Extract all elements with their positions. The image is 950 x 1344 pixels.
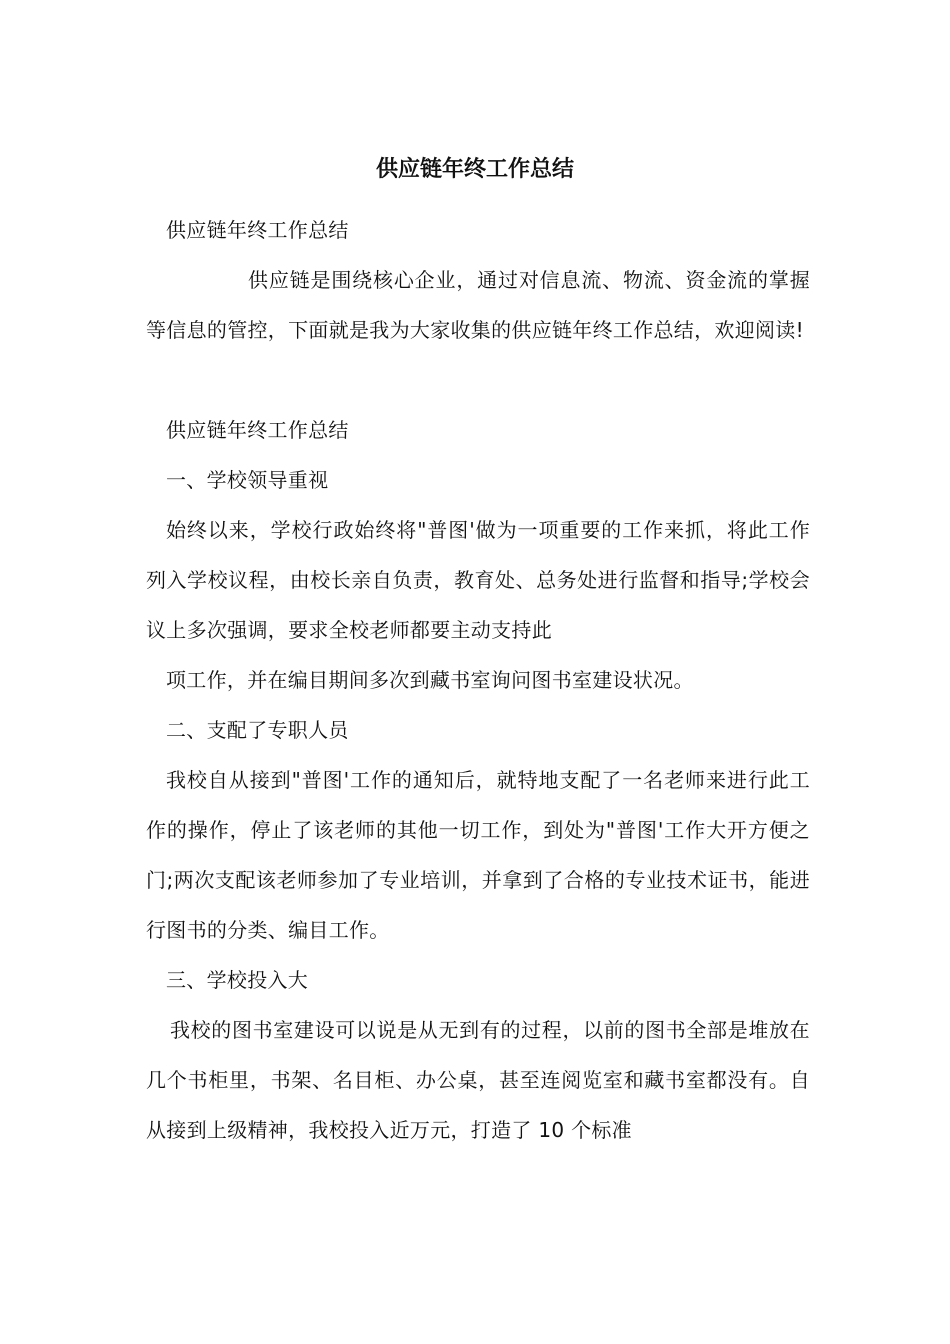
- intro-paragraph: 供应链是围绕核心企业，通过对信息流、物流、资金流的掌握等信息的管控，下面就是我为大家收集的供应链年终工作总结，欢迎阅读!: [146, 268, 810, 342]
- section-1-paragraph-b: 项工作，并在编目期间多次到藏书室询问图书室建设状况。: [166, 668, 694, 692]
- section-1-heading: 一、学校领导重视: [166, 468, 329, 492]
- document-body: [146, 205, 810, 1155]
- section-3-heading: 三、学校投入大: [166, 968, 309, 992]
- subtitle-1: 供应链年终工作总结: [166, 218, 349, 242]
- section-2-heading: 二、支配了专职人员: [166, 718, 349, 742]
- blank-line: [146, 355, 810, 405]
- section-1-paragraph-a: 始终以来，学校行政始终将"普图'做为一项重要的工作来抓，将此工作列入学校议程，由校长亲自负责，教育处、总务处进行监督和指导;学校会议上多次强调，要求全校老师都要主动支持此: [146, 518, 810, 642]
- subtitle-2: 供应链年终工作总结: [166, 418, 349, 442]
- section-3-paragraph: 我校的图书室建设可以说是从无到有的过程，以前的图书全部是堆放在几个书柜里，书架、名目柜、办公桌，甚至连阅览室和藏书室都没有。自从接到上级精神，我校投入近万元，打造了 10 个标准: [146, 1018, 810, 1142]
- section-2-paragraph: 我校自从接到"普图'工作的通知后，就特地支配了一名老师来进行此工作的操作，停止了该老师的其他一切工作，到处为"普图'工作大开方便之门;两次支配该老师参加了专业培训，并拿到了合格的专业技术证书，能进行图书的分类、编目工作。: [146, 768, 810, 942]
- document-title: 供应链年终工作总结: [375, 157, 574, 182]
